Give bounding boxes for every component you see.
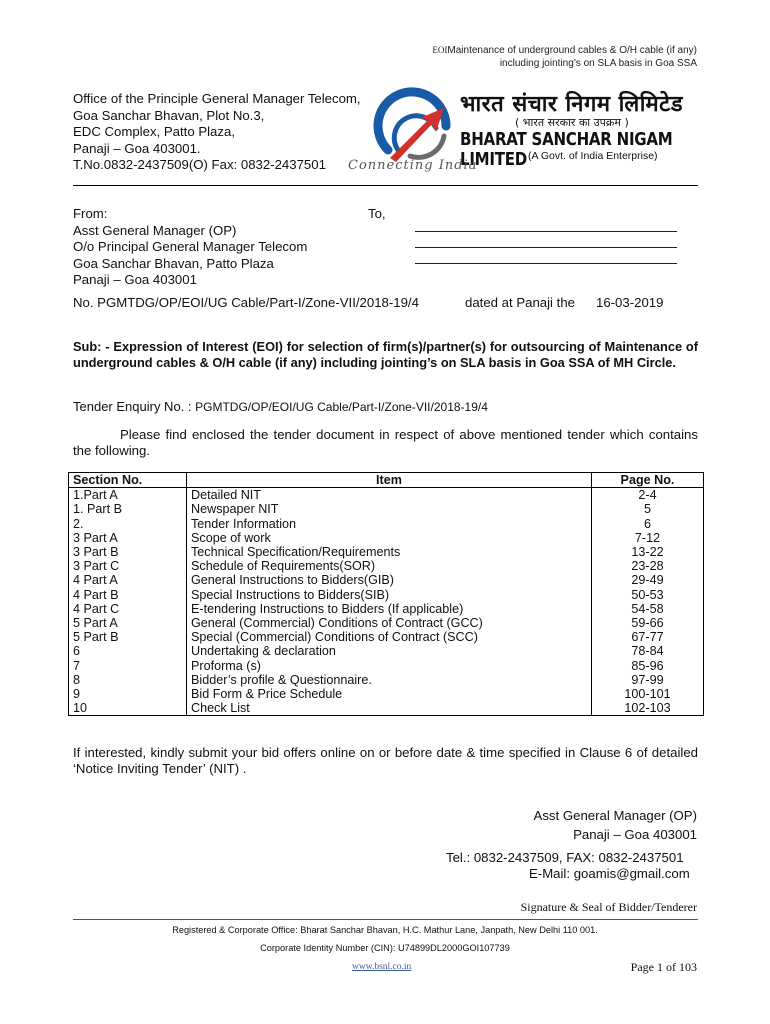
- table-body: [69, 488, 704, 716]
- table-cell-section: 8: [69, 673, 187, 687]
- logo-tagline: Connecting India: [348, 158, 478, 173]
- bidder-signature-seal-note: Signature & Seal of Bidder/Tenderer: [520, 900, 697, 914]
- table-cell-section: 5 Part A: [69, 616, 187, 630]
- table-row: [69, 545, 704, 559]
- from-label: From:: [73, 206, 108, 221]
- table-row: [69, 701, 704, 716]
- header-page: Page No.: [592, 473, 704, 488]
- intro-paragraph: [73, 427, 698, 459]
- table-cell-page: 59-66: [592, 616, 704, 630]
- table-cell-section: 4 Part A: [69, 573, 187, 587]
- table-row: [69, 573, 704, 587]
- contact-block: [446, 850, 690, 881]
- table-cell-page: 5: [592, 502, 704, 516]
- tender-enquiry-value: PGMTDG/OP/EOI/UG Cable/Part-I/Zone-VII/2018-19/4: [195, 400, 488, 414]
- table-cell-section: 5 Part B: [69, 630, 187, 644]
- table-cell-section: 9: [69, 687, 187, 701]
- table-cell-section: 2.: [69, 517, 187, 531]
- table-cell-page: 7-12: [592, 531, 704, 545]
- table-row: [69, 659, 704, 673]
- logo-hindi-sub: ( भारत सरकार का उपक्रम ): [515, 116, 629, 129]
- tender-enquiry: [73, 399, 488, 414]
- table-cell-section: 7: [69, 659, 187, 673]
- table-row: [69, 644, 704, 658]
- table-cell-item: Technical Specification/Requirements: [187, 545, 592, 559]
- table-cell-page: 13-22: [592, 545, 704, 559]
- table-cell-page: 100-101: [592, 687, 704, 701]
- table-cell-item: Detailed NIT: [187, 488, 592, 503]
- table-cell-item: Special (Commercial) Conditions of Contract (SCC): [187, 630, 592, 644]
- table-row: [69, 673, 704, 687]
- header-divider: [73, 185, 698, 186]
- table-cell-page: 85-96: [592, 659, 704, 673]
- table-cell-page: 50-53: [592, 588, 704, 602]
- closing-paragraph: If interested, kindly submit your bid offers online on or before date & time specified in Clause 6 of detailed ‘Notice Inviting Tender’ (NIT) .: [73, 745, 698, 776]
- to-blank-line: [415, 231, 677, 232]
- from-line: O/o Principal General Manager Telecom: [73, 239, 308, 254]
- logo-english-name: BHARAT SANCHAR NIGAM LIMITED: [460, 130, 673, 170]
- to-blank-line: [415, 247, 677, 248]
- table-row: [69, 630, 704, 644]
- header-section: Section No.: [69, 473, 187, 488]
- table-row: [69, 687, 704, 701]
- office-line: Panaji – Goa 403001.: [73, 140, 201, 156]
- footer-registered-office: Registered & Corporate Office: Bharat Sanchar Bhavan, H.C. Mathur Lane, Janpath, New Delhi 110 001.: [172, 925, 598, 935]
- table-cell-page: 97-99: [592, 673, 704, 687]
- signature-designation: Asst General Manager (OP): [533, 808, 697, 823]
- table-cell-section: 3 Part C: [69, 559, 187, 573]
- table-cell-item: Check List: [187, 701, 592, 716]
- header-note-prefix: EOI: [432, 45, 448, 55]
- table-cell-section: 6: [69, 644, 187, 658]
- office-line: Office of the Principle General Manager Telecom,: [73, 91, 361, 106]
- footer-divider: [73, 919, 698, 920]
- office-line: Goa Sanchar Bhavan, Plot No.3,: [73, 107, 265, 123]
- table-header-row: [69, 473, 704, 488]
- subject: Sub: - Expression of Interest (EOI) for selection of firm(s)/partner(s) for outsourcing of Maintenance of underground cables & O/H cable (if any) including jointing’s on SLA basis in Goa SSA of MH Circle.: [73, 339, 698, 370]
- page-number: Page 1 of 103: [630, 960, 697, 974]
- table-cell-section: 4 Part B: [69, 588, 187, 602]
- bsnl-logo-emblem: [370, 80, 462, 170]
- contents-table: [68, 472, 704, 716]
- reference-date: 16-03-2019: [596, 295, 664, 310]
- header-note: [432, 44, 697, 70]
- table-cell-item: Scope of work: [187, 531, 592, 545]
- table-cell-section: 3 Part A: [69, 531, 187, 545]
- table-row: [69, 488, 704, 503]
- table-cell-item: E-tendering Instructions to Bidders (If applicable): [187, 602, 592, 616]
- contact-tel: Tel.: 0832-2437509, FAX: 0832-2437501: [446, 850, 684, 865]
- table-cell-page: 2-4: [592, 488, 704, 503]
- table-row: [69, 502, 704, 516]
- signature-place: Panaji – Goa 403001: [573, 827, 697, 842]
- office-contact-line: T.No.0832-2437509(O) Fax: 0832-2437501: [73, 157, 326, 172]
- to-label: To,: [368, 206, 386, 221]
- header-item: Item: [187, 473, 592, 488]
- header-note-line2: including jointing’s on SLA basis in Goa SSA: [499, 58, 697, 69]
- table-cell-item: Bid Form & Price Schedule: [187, 687, 592, 701]
- footer-website-link[interactable]: www.bsnl.co.in: [352, 962, 412, 972]
- reference-dated-label: dated at Panaji the: [465, 295, 575, 310]
- header-note-line1: Maintenance of underground cables & O/H cable (if any): [447, 45, 697, 56]
- intro-text: Please find enclosed the tender document in respect of above mentioned tender which contains the following.: [73, 427, 698, 458]
- office-address: [73, 91, 361, 174]
- table-cell-section: 1.Part A: [69, 488, 187, 503]
- table-cell-page: 54-58: [592, 602, 704, 616]
- table-cell-item: Schedule of Requirements(SOR): [187, 559, 592, 573]
- table-cell-section: 4 Part C: [69, 602, 187, 616]
- from-line: Panaji – Goa 403001: [73, 272, 197, 287]
- from-block: [73, 206, 307, 289]
- table-cell-item: Tender Information: [187, 517, 592, 531]
- table-row: [69, 616, 704, 630]
- table-cell-page: 29-49: [592, 573, 704, 587]
- logo-govt-enterprise: (A Govt. of India Enterprise): [528, 150, 658, 162]
- table-row: [69, 559, 704, 573]
- table-cell-item: General Instructions to Bidders(GIB): [187, 573, 592, 587]
- from-line: Goa Sanchar Bhavan, Patto Plaza: [73, 255, 274, 271]
- table-cell-page: 6: [592, 517, 704, 531]
- table-row: [69, 517, 704, 531]
- footer-cin: Corporate Identity Number (CIN): U74899DL2000GOI107739: [260, 943, 510, 953]
- from-line: Asst General Manager (OP): [73, 222, 237, 238]
- table-cell-item: Newspaper NIT: [187, 502, 592, 516]
- table-cell-section: 3 Part B: [69, 545, 187, 559]
- table-cell-page: 102-103: [592, 701, 704, 716]
- table-cell-item: Undertaking & declaration: [187, 644, 592, 658]
- table-cell-section: 1. Part B: [69, 502, 187, 516]
- table-cell-page: 78-84: [592, 644, 704, 658]
- table-cell-item: Special Instructions to Bidders(SIB): [187, 588, 592, 602]
- table-cell-section: 10: [69, 701, 187, 716]
- table-cell-page: 67-77: [592, 630, 704, 644]
- table-row: [69, 602, 704, 616]
- to-blank-line: [415, 263, 677, 264]
- table-cell-page: 23-28: [592, 559, 704, 573]
- reference-number: No. PGMTDG/OP/EOI/UG Cable/Part-I/Zone-VII/2018-19/4: [73, 295, 419, 310]
- contact-email: E-Mail: goamis@gmail.com: [529, 865, 690, 881]
- table-cell-item: Bidder’s profile & Questionnaire.: [187, 673, 592, 687]
- office-line: EDC Complex, Patto Plaza,: [73, 124, 235, 139]
- table-row: [69, 531, 704, 545]
- table-cell-item: General (Commercial) Conditions of Contract (GCC): [187, 616, 592, 630]
- logo-hindi-name: भारत संचार निगम लिमिटेड: [460, 92, 683, 117]
- table-row: [69, 588, 704, 602]
- table-cell-item: Proforma (s): [187, 659, 592, 673]
- tender-enquiry-label: Tender Enquiry No. :: [73, 399, 196, 414]
